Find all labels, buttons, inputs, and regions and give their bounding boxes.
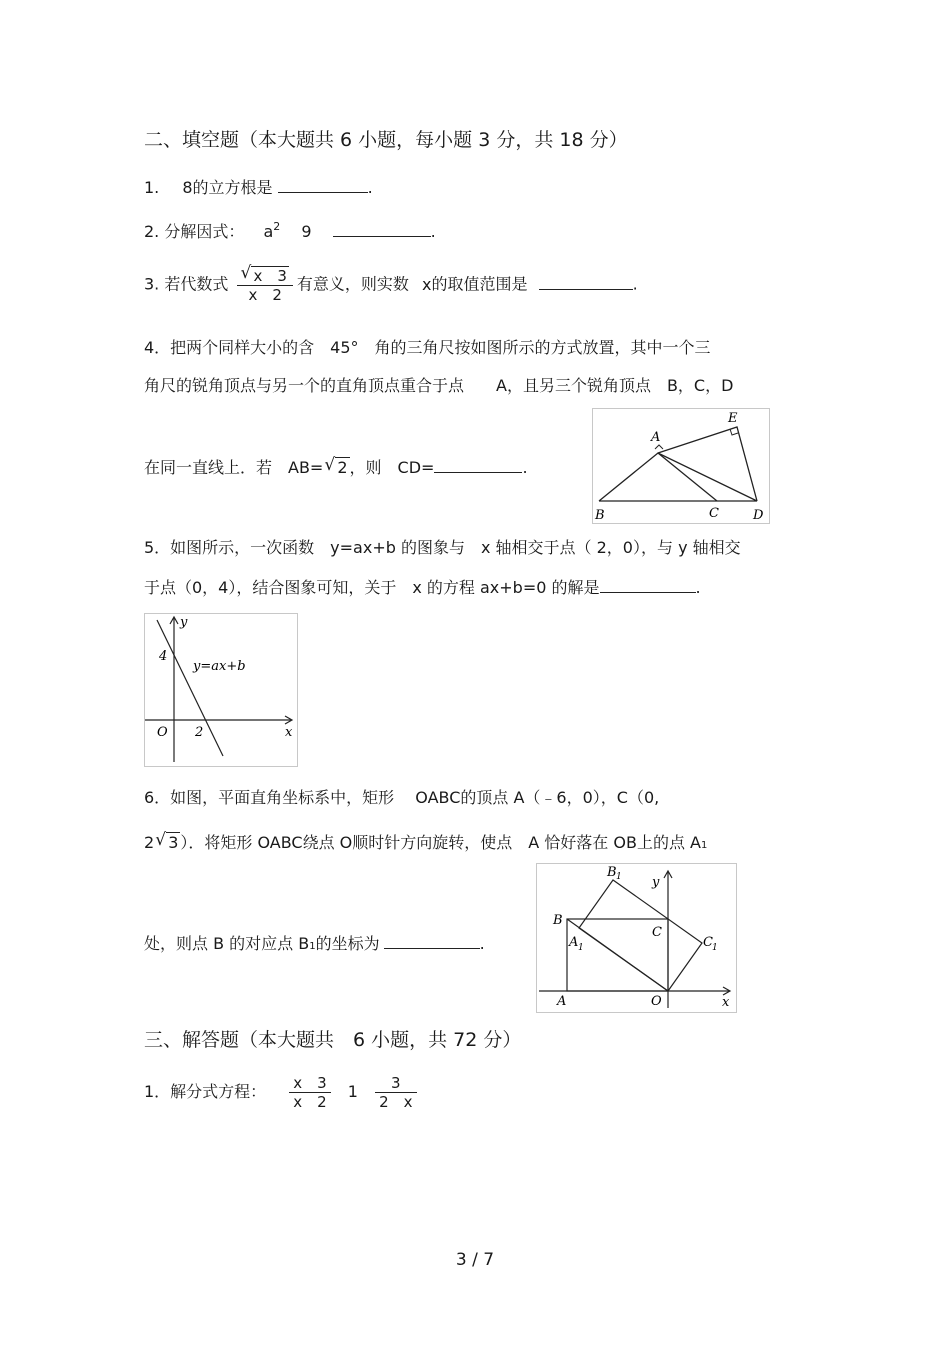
q6-label-c1-sub: 1 — [712, 943, 718, 953]
s1-f1-denominator: x 2 — [293, 1093, 327, 1111]
q3-text-b: 有意义，则实数 — [296, 274, 409, 294]
q6-label-a: A — [557, 994, 567, 1009]
q6-label-b1: B — [607, 865, 617, 880]
q6-label-a1-sub: 1 — [578, 943, 584, 953]
q3-radicand: √ x 3 — [251, 266, 288, 285]
q4-figure — [592, 408, 770, 524]
q6-figure — [536, 863, 737, 1013]
q4-line-2: 角尺的锐角顶点与另一个的直角顶点重合于点 A，且另三个锐角顶点 B，C，D — [144, 376, 734, 395]
q4-line-1: 4．把两个同样大小的含 45° 角的三角尺按如图所示的方式放置，其中一个三 — [144, 338, 711, 357]
q6-label-x: x — [722, 995, 730, 1010]
q2-var: a — [263, 222, 274, 241]
q1-answer-blank[interactable] — [278, 176, 368, 193]
q5-line-1: 5．如图所示，一次函数 y=ax+b 的图象与 x 轴相交于点（ 2，0），与 y 轴相交 — [144, 538, 741, 557]
q2-answer-blank[interactable] — [333, 220, 431, 237]
q3-answer-blank[interactable] — [539, 273, 633, 290]
q4-text-a: 在同一直线上．若 AB= — [144, 458, 324, 477]
q1-value: 8 — [182, 178, 193, 197]
page-number: 3 / 7 — [455, 1250, 495, 1270]
q6-line-1: 6．如图，平面直角坐标系中，矩形 OABC的顶点 A（﹣6，0），C（0, — [144, 788, 660, 807]
q3-var: x — [422, 274, 432, 294]
s1-fraction-1 — [289, 1074, 330, 1111]
q5-graph — [145, 614, 297, 766]
q5-label-x: x — [285, 725, 293, 740]
q4-label-a: A — [651, 430, 661, 445]
q1-number: 1. — [144, 178, 160, 197]
q5-end: . — [695, 578, 701, 597]
q3-denominator: x 2 — [248, 286, 282, 304]
s1-f1-numerator: x 3 — [289, 1074, 330, 1093]
q6-line-2 — [144, 832, 707, 856]
q2-end: . — [430, 222, 436, 241]
q2-constant: 9 — [301, 222, 312, 241]
q5-text: 于点（0，4），结合图象可知，关于 x 的方程 ax+b=0 的解是 — [144, 578, 600, 597]
q1-text: 的立方根是 — [192, 178, 273, 197]
q6-label-c1: C — [703, 935, 713, 950]
section-3-heading: 三、解答题（本大题共 6 小题，共 72 分） — [144, 1029, 522, 1051]
q4-label-d: D — [753, 508, 764, 523]
q4-end: . — [522, 458, 528, 477]
q6-label-o: O — [651, 994, 662, 1009]
q4-answer-blank[interactable] — [434, 456, 522, 473]
s1-label: 1．解分式方程： — [144, 1082, 267, 1101]
q6-answer-blank[interactable] — [384, 932, 480, 949]
q6-text-2a: 2 — [144, 833, 155, 852]
q4-triangle-diagram — [593, 409, 769, 523]
q2-number: 2. — [144, 222, 160, 241]
q6-label-c: C — [652, 925, 662, 940]
q3-text-d: 的取值范围是 — [431, 274, 528, 294]
q6-rectangle-diagram — [537, 864, 736, 1012]
q5-label-4: 4 — [159, 649, 168, 664]
q6-text-3a: 处，则点 B 的对应点 B — [144, 934, 310, 953]
q6-text-3b: 的坐标为 — [315, 934, 380, 953]
q5-label-2: 2 — [195, 725, 204, 740]
q5-line-2 — [144, 576, 701, 598]
q6-end: . — [479, 934, 485, 953]
q6-label-y: y — [652, 875, 660, 890]
q4-label-b: B — [595, 508, 605, 523]
q4-radical: √ 2 — [335, 457, 349, 478]
q6-line-3 — [144, 932, 485, 957]
s1-middle: 1 — [347, 1082, 358, 1101]
q2-exponent: 2 — [273, 220, 281, 233]
q5-label-function: y=ax+b — [193, 659, 246, 674]
q6-label-b1-sub: 1 — [616, 872, 622, 882]
q2-text: 分解因式： — [164, 222, 245, 241]
question-1 — [144, 176, 373, 198]
q5-label-origin: O — [157, 725, 168, 740]
q6-sub-1: 1 — [701, 840, 708, 851]
q5-figure — [144, 613, 298, 767]
question-3 — [144, 266, 638, 304]
q6-text-2b: ）．将矩形 OABC绕点 O顺时针方向旋转，使点 A 恰好落在 OB上的点 A — [180, 833, 701, 852]
q1-end: . — [367, 178, 373, 197]
q6-sub-b1: 1 — [309, 941, 316, 952]
q3-fraction — [237, 266, 292, 304]
s1-f2-denominator: 2 x — [379, 1093, 413, 1111]
q3-number: 3. — [144, 274, 160, 294]
q6-label-a1: A — [569, 935, 579, 950]
q6-radical: √ 3 — [166, 832, 180, 853]
q4-text-b: ，则 CD= — [349, 458, 435, 477]
s1-fraction-2 — [375, 1074, 416, 1111]
q4-label-c: C — [709, 506, 719, 521]
q5-label-y: y — [180, 615, 188, 630]
question-2 — [144, 220, 436, 244]
q6-label-b: B — [553, 913, 563, 928]
q3-end: . — [632, 274, 638, 294]
q4-label-e: E — [728, 411, 738, 426]
q3-text-a: 若代数式 — [164, 274, 229, 294]
s1-f2-numerator: 3 — [375, 1074, 416, 1093]
q4-line-3 — [144, 456, 528, 478]
q5-answer-blank[interactable] — [600, 576, 696, 593]
section-2-heading: 二、填空题（本大题共 6 小题，每小题 3 分，共 18 分） — [144, 129, 628, 151]
solve-question-1 — [144, 1074, 421, 1111]
